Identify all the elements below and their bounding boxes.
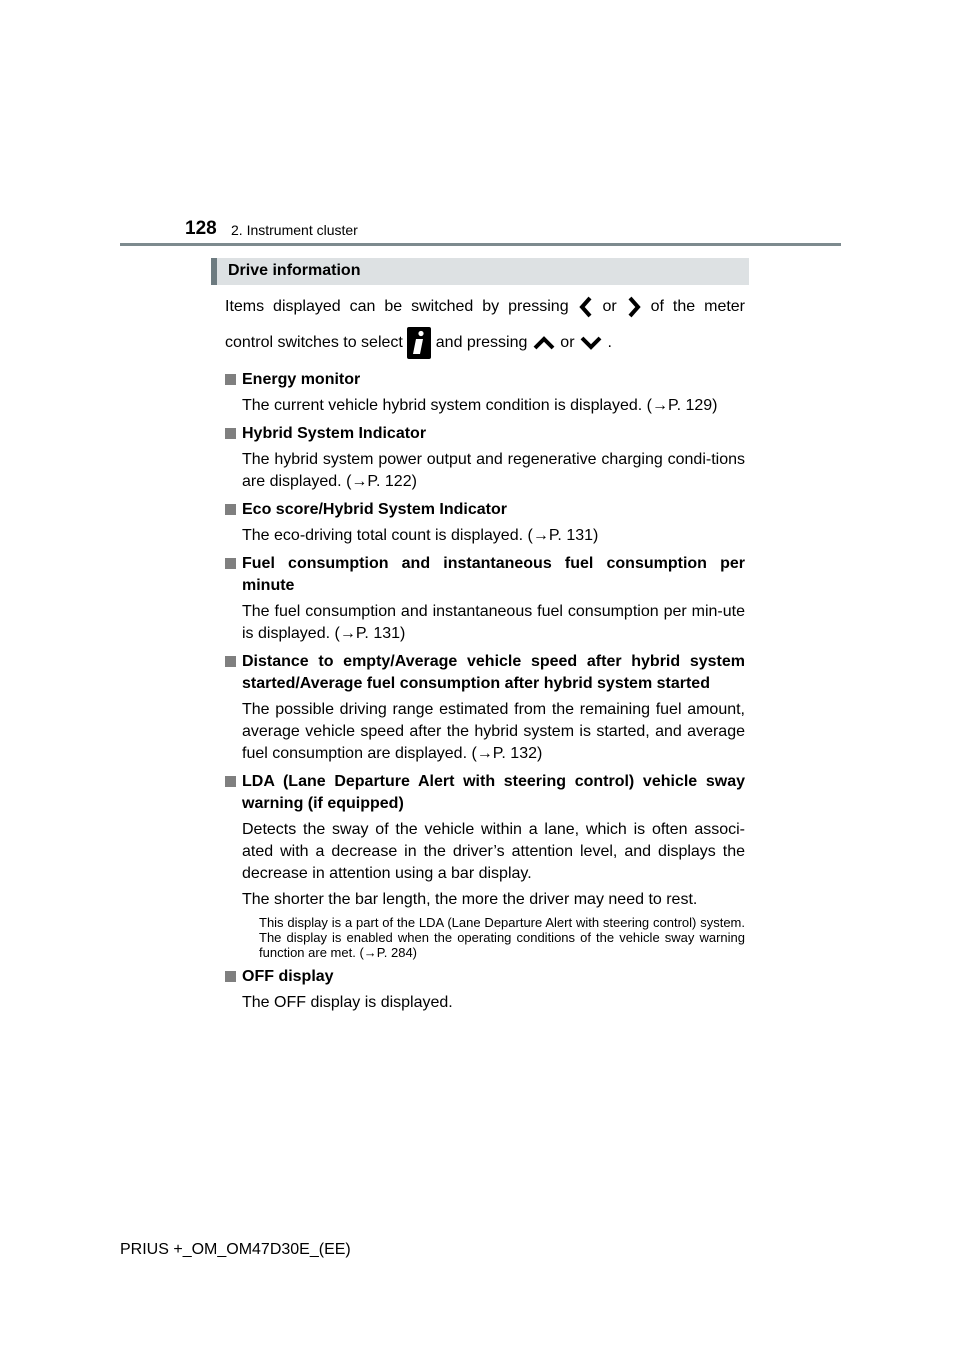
item-title [225,499,745,521]
list-item [225,553,745,645]
intro-text: and pressing [435,334,528,351]
item-description: The fuel consumption and instantaneous fuel consumption per min-ute is displayed. (→P. 131) [242,603,745,642]
chapter-title: 2. Instrument cluster [231,222,358,238]
item-title [225,771,745,815]
chevron-up-icon [532,335,556,351]
section-bar [211,258,749,285]
list-item [225,771,745,960]
item-title [225,553,745,597]
item-description: The possible driving range estimated from the remaining fuel amount, average vehicle speed after the hybrid system is started, and average fuel consumption are displayed. (→P. 132) [242,701,745,762]
item-note: This display is a part of the LDA (Lane Departure Alert with steering control) system. The display is enabled when the operating conditions of the vehicle sway warning function are met. (→P. 284) [259,915,745,960]
intro-text: Items displayed can be switched by pressing [225,298,569,315]
list-item [225,369,745,417]
item-description-2: The shorter the bar length, the more the driver may need to rest. [242,891,698,908]
intro-text: of the meter [650,298,746,315]
item-description: The hybrid system power output and regenerative charging condi-tions are displayed. (→P. 122) [242,451,745,490]
footer-doc-code: PRIUS +_OM_OM47D30E_(EE) [120,1241,351,1258]
chevron-left-icon [578,295,594,319]
item-title [225,651,745,695]
item-title-text: Hybrid System Indicator [242,425,427,442]
item-description: Detects the sway of the vehicle within a lane, which is often associ-ated with a decrease in the driver’s attention level, and displays the decrease in attention using a bar display. [242,821,745,882]
chevron-down-icon [579,335,603,351]
item-title-text: Fuel consumption and instantaneous fuel consumption per minute [242,555,745,594]
intro-text: . [607,334,612,351]
item-title-text: LDA (Lane Departure Alert with steering control) vehicle sway warning (if equipped) [242,773,745,812]
intro-paragraph [225,293,745,363]
list-item [225,423,745,493]
bullet-icon [225,504,236,515]
item-title [225,423,745,445]
item-description: The OFF display is displayed. [242,994,453,1011]
intro-line-1 [225,293,745,321]
item-title-text: Eco score/Hybrid System Indicator [242,501,507,518]
chevron-right-icon [626,295,642,319]
bullet-icon [225,428,236,439]
info-icon [407,327,431,359]
intro-line-2 [225,323,745,363]
list-item [225,966,745,1014]
bullet-icon [225,656,236,667]
item-description: The eco-driving total count is displayed. (→P. 131) [242,527,599,544]
item-title [225,966,745,988]
intro-text: or [602,298,617,315]
item-title-text: Energy monitor [242,371,361,388]
intro-text: control switches to select [225,334,403,351]
item-title [225,369,745,391]
bullet-icon [225,558,236,569]
list-item [225,651,745,765]
item-title-text: Distance to empty/Average vehicle speed after hybrid system started/Average fuel consumption after hybrid system started [242,653,745,692]
content [225,293,745,1014]
list-item [225,499,745,547]
item-title-text: OFF display [242,968,334,985]
bullet-icon [225,776,236,787]
section-title: Drive information [228,262,361,279]
page-number: 128 [185,218,217,239]
intro-text: or [560,334,575,351]
header-rule [120,243,841,246]
item-description: The current vehicle hybrid system condition is displayed. (→P. 129) [242,397,718,414]
bullet-icon [225,971,236,982]
bullet-icon [225,374,236,385]
